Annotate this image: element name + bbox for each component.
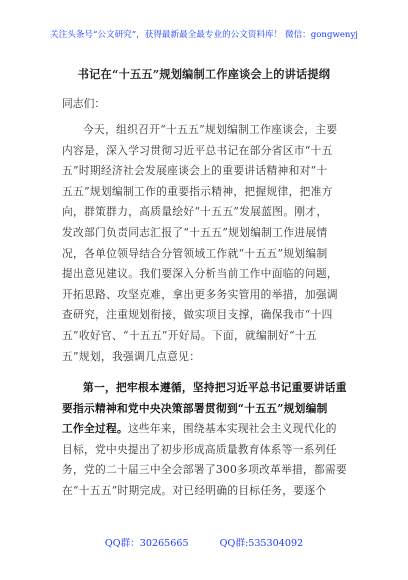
paragraph-line: 查研究，注重规划衔接，做实项目支撑，确保我市“十四	[62, 308, 333, 322]
paragraph-line: 内容是，深入学习贯彻习近平总书记在部分省区市“十五	[62, 143, 333, 157]
paragraph-2	[62, 378, 352, 502]
header-banner: 关注头条号“公文研究”，获得最新最全最专业的公文资料库！ 微信：gongwenyj	[50, 30, 358, 40]
paragraph-line: 开拓思路、攻坚克难，拿出更多务实管用的举措，加强调	[62, 287, 338, 301]
paragraph-line	[62, 419, 352, 440]
paragraph-line: 况，各单位领导结合分管领域工作就“十五五”规划编制	[62, 246, 328, 260]
paragraph-line: 目标，党中央提出了初步形成高质量教育体系等一系列任	[62, 442, 337, 456]
bold-heading-line: 第一，把牢根本遵循，坚持把习近平总书记重要讲话重	[83, 381, 347, 394]
paragraph-line: 务，党的二十届三中全会部署了300多项改革举措，都需要	[62, 463, 348, 477]
document-title: 书记在“十五五”规划编制工作座谈会上的讲话提纲	[77, 67, 331, 81]
paragraph-line: 向，群策群力，高质量绘好“十五五”发展蓝图。刚才，	[62, 205, 328, 219]
paragraph-line: 五”规划，我强调几点意见：	[62, 349, 201, 363]
paragraph-line: 在“十五五”时期完成。对已经明确的目标任务，要逐个	[62, 483, 327, 497]
paragraph-line: 五五”规划编制工作的重要指示精神，把握规律，把准方	[62, 184, 333, 198]
bold-heading-line: 要指示精神和党中央决策部署贯彻到“十五五”规划编制	[62, 401, 328, 415]
paragraph-text: 这些年来，围绕基本实现社会主义现代化的	[127, 422, 337, 436]
paragraph-line: 发改部门负责同志汇报了“十五五”规划编制工作进展情	[62, 225, 328, 239]
qq-group-2: QQ群:535304092	[219, 538, 304, 549]
paragraph-line: 五”时期经济社会发展座谈会上的重要讲话精神和对“十	[62, 164, 328, 178]
bold-heading-tail: 工作全过程。	[62, 422, 128, 436]
paragraph-line: 提出意见建议。我们要深入分析当前工作中面临的问题，	[62, 267, 338, 281]
paragraph-line: 五”收好官、“十五五”开好局。下面，就编制好“十五	[62, 328, 318, 342]
paragraph-line: 今天，组织召开“十五五”规划编制工作座谈会，主要	[83, 123, 338, 136]
qq-group-1: QQ群：30265665	[104, 538, 189, 549]
salutation: 同志们：	[62, 97, 106, 110]
footer-contacts	[0, 535, 408, 549]
paragraph-1	[62, 120, 352, 367]
